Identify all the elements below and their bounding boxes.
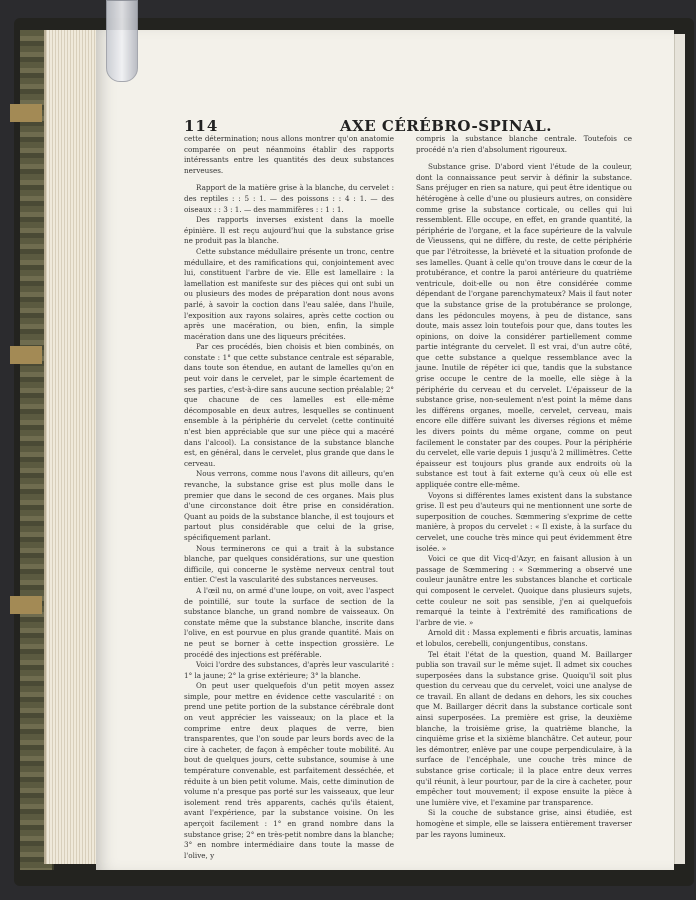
left-column [184, 134, 394, 861]
page-edges [44, 30, 102, 864]
paragraph: Voyons si différentes lames existent dans la substance grise. Il est peu d'auteurs qui ne mentionnent une sorte de superposition de couches. Sœmmering s'exprime de cette manière, à propos du cervelet : « Il existe, à la surface du cervelet, une couche très mince qui peut évidemment être isolée. » [416, 490, 632, 553]
right-column [416, 134, 632, 840]
paragraph: Voici l'ordre des substances, d'après leur vascularité : 1° la jaune; 2° la grise extérieure; 3° la blanche. [184, 660, 394, 680]
paragraph: Tel était l'état de la question, quand M. Baillarger publia son travail sur le même sujet. Il admet six couches superposées dans la substance grise. Quoiqu'il soit plus question du cerveau que du cervelet, voici une analyse de ce travail. En allant de dedans en dehors, les six couches que M. Baillarger décrit dans la substance corticale sont ainsi superposées. La première est grise, la deuxième blanche, la troisième grise, la quatrième blanche, la cinquième grise et la sixième blanchâtre. Cet auteur, pour les démontrer, enlève par une coupe perpendiculaire, à la surface de l'encéphale, une couche très mince de substance grise corticale; il la place entre deux verres qu'il réunit, à leur pourtour, par de la cire à cacheter, pour empêcher tout mouvement; il expose ensuite la pièce à une lumière vive, et l'examine par transparence. [416, 649, 632, 807]
spine-band [10, 596, 42, 614]
paragraph: Par ces procédés, bien choisis et bien combinés, on constate : 1° que cette substance centrale est séparable, dans toute son étendue, en autant de lamelles qu'on en peut voir dans le cervelet, par le simple écartement de ses parties, c'est-à-dire sans aucune section préalable; 2° que chacune de ces lamelles est elle-même décomposable en deux autres, lesquelles se continuent ensemble à la périphérie du cervelet (cette continuité n'est bien appréciable que sur une pièce qui a macéré dans l'alcool). La consistance de la substance blanche est, en général, dans le cervelet, plus grande que dans le cerveau. [184, 342, 394, 468]
page-number: 114 [184, 117, 219, 135]
spine-band [10, 346, 42, 364]
page-right-edge [674, 34, 685, 864]
running-title: AXE CÉRÉBRO-SPINAL. [340, 117, 552, 135]
paragraph: Rapport de la matière grise à la blanche, du cervelet : des reptiles : : 5 : 1. — des poissons : : 4 : 1. — des oiseaux : : 3 : 1. — des mammifères : : 1 : 1. [184, 183, 394, 214]
paragraph: Substance grise. D'abord vient l'étude de la couleur, dont la connaissance peut servir à définir la substance. Sans préjuger en rien sa nature, qui peut être identique ou hétérogène à celle d'une ou plusieurs autres, on considère comme grise la substance corticale, ou celles qui lui ressemblent. Elle occupe, en effet, en grande quantité, la périphérie de l'organe, et la face supérieure de la valvule de Vieussens, qui ne diffère, du reste, de cette périphérie que par l'étroitesse, la brièveté et la situation profonde de ses lamelles. Quant à celle qu'on trouve dans le cœur de la protubérance, et contre la paroi antérieure du quatrième ventricule, doit-elle ou non être considérée comme dépendant de l'organe parenchymateux? Mais il faut noter que la substance grise de la protubérance se prolonge, dans les pédoncules moyens, à peu de distance, sans doute, mais assez loin toutefois pour que, dans toutes les opinions, on doive la considérer partiellement comme partie intégrante du cervelet. Il est vrai, d'un autre côté, que cette substance a quelque ressemblance avec la jaune. Inutile de répéter ici que, tandis que la substance grise occupe le centre de la moelle, elle siège à la périphérie du cerveau et du cervelet. L'épaisseur de la substance grise, non-seulement n'est point la même dans les différens organes, moelle, cervelet, cerveau, mais encore elle diffère suivant les diverses régions et même les divers points du même organe, comme on peut facilement le constater par des coupes. Pour la périphérie du cervelet, elle varie depuis 1 jusqu'à 2 millimètres. Cette épaisseur est toujours plus grande aux endroits où la substance est tout à fait externe qu'à ceux où elle est appliquée contre elle-même. [416, 162, 632, 489]
spine-band [10, 104, 42, 122]
paragraph: Nous terminerons ce qui a trait à la substance blanche, par quelques considérations, sur une question difficile, qui concerne le système nerveux central tout entier. C'est la vascularité des substances nerveuses. [184, 543, 394, 585]
paragraph: Arnold dit : Massa explementi e fibris arcuatis, laminas et lobulos, cerebelli, conjungentibus, constans. [416, 628, 632, 648]
paragraph: compris la substance blanche centrale. Toutefois ce procédé n'a rien d'absolument rigoureux. [416, 134, 632, 154]
paragraph: On peut user quelquefois d'un petit moyen assez simple, pour mettre en évidence cette vascularité : on prend une petite portion de la substance cérébrale dont on veut apprécier les vaisseaux; on la place et la comprime entre deux plaques de verre, bien transparentes, que l'on soude par leurs bords avec de la cire à cacheter, de façon à empêcher toute mobilité. Au bout de quelques jours, cette substance, soumise à une température convenable, est parfaitement desséchée, et réduite à un bien petit volume. Mais, cette diminution de volume n'a presque pas porté sur les vaisseaux, que leur isolement rend très apparents, cachés qu'ils étaient, avant l'expérience, par la substance voisine. On les aperçoit facilement : 1° en grand nombre dans la substance grise; 2° en très-petit nombre dans la blanche; 3° en nombre intermédiaire dans toute la masse de l'olive, y [184, 681, 394, 860]
paragraph: Si la couche de substance grise, ainsi étudiée, est homogène et simple, elle se laissera entièrement traverser par les rayons lumineux. [416, 808, 632, 839]
paragraph: Des rapports inverses existent dans la moelle épinière. Il est reçu aujourd'hui que la substance grise ne produit pas la blanche. [184, 215, 394, 246]
paragraph: A l'œil nu, on armé d'une loupe, on voit, avec l'aspect de pointillé, sur toute la surface de section de la substance blanche, un grand nombre de vaisseaux. On constate même que la substance blanche, inscrite dans l'olive, en est pourvue en plus grande quantité. Mais on ne peut se borner à cette inspection grossière. Le procédé des injections est préférable. [184, 585, 394, 659]
paragraph: Nous verrons, comme nous l'avons dit ailleurs, qu'en revanche, la substance grise est plus molle dans le premier que dans le second de ces organes. Mais plus d'une circonstance doit être prise en considération. Quant au poids de la substance blanche, il est toujours et partout plus considérable que celui de la grise, spécifiquement parlant. [184, 469, 394, 542]
paragraph: cette détermination; nous allons montrer qu'on anatomie comparée on peut néanmoins établir des rapports intéressants entre les quantités des deux substances nerveuses. [184, 134, 394, 175]
paragraph: Cette substance médullaire présente un tronc, centre médullaire, et des ramifications qui, conjointement avec lui, constituent l'arbre de vie. Elle est lamellaire : la lamellation est manifeste sur des pièces qui ont subi un ou plusieurs des modes de préparation dont nous avons parlé, à savoir la coction dans l'eau salée, dans l'huile, l'exposition aux rayons solaires, après cette coction ou après une macération, ou bien, enfin, la simple macération dans une des liqueurs précitées. [184, 246, 394, 341]
paragraph: Voici ce que dit Vicq-d'Azyr, en faisant allusion à un passage de Sœmmering : « Sœmmering a observé une couleur jaunâtre entre les substances blanche et corticale qui composent le cervelet. Quoique dans plusieurs sujets, cette couleur ne soit pas sensible, j'en ai quelquefois remarqué la teinte à l'extrémité des ramifications de l'arbre de vie. » [416, 554, 632, 627]
page-clip [106, 0, 138, 82]
